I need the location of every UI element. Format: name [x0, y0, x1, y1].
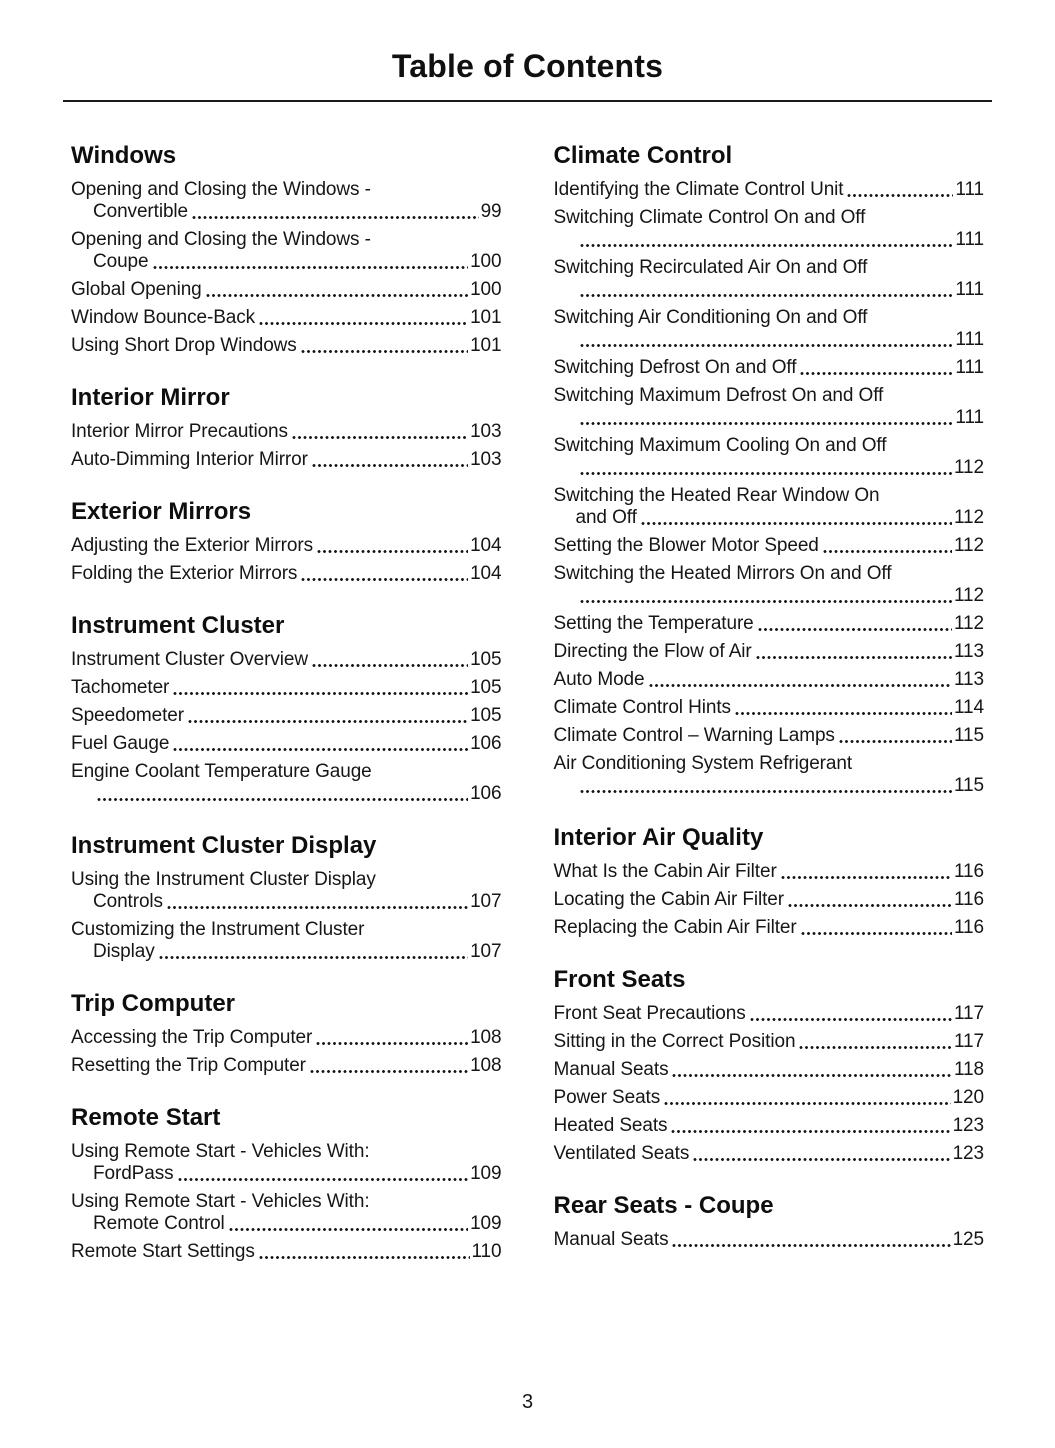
toc-entry — [71, 705, 502, 727]
entry-label: Switching Maximum Cooling On and Off — [553, 435, 887, 456]
toc-entry — [71, 1141, 502, 1185]
leader-dots — [301, 350, 468, 353]
leader-dots — [672, 1074, 952, 1077]
toc-entry-line — [71, 307, 502, 329]
section-heading: Instrument Cluster — [71, 612, 285, 639]
leader-dots — [188, 720, 468, 723]
leader-dots — [178, 1178, 469, 1181]
toc-entry-line — [71, 705, 502, 727]
toc-entry-line — [554, 1003, 985, 1025]
toc-entry — [71, 179, 502, 223]
toc-entry-line — [554, 917, 985, 939]
toc-entry-line — [554, 535, 985, 557]
toc-entry-line — [71, 1027, 502, 1049]
toc-entry-line — [71, 421, 502, 443]
toc-section — [554, 824, 985, 939]
leader-dots — [580, 422, 954, 425]
leader-dots — [580, 790, 953, 793]
toc-entry — [71, 649, 502, 671]
toc-entry — [554, 669, 985, 691]
toc-entry-line — [71, 1055, 502, 1077]
toc-entry — [71, 535, 502, 557]
toc-entry-line — [71, 869, 502, 891]
section-heading: Exterior Mirrors — [71, 498, 252, 525]
toc-entry-line — [554, 1059, 985, 1081]
entry-label: Folding the Exterior Mirrors — [71, 563, 298, 584]
entry-page-number: 112 — [954, 507, 984, 528]
entry-label: Switching Climate Control On and Off — [553, 207, 866, 228]
leader-dots — [292, 436, 468, 439]
toc-entry-line — [554, 357, 985, 379]
leader-dots — [153, 266, 469, 269]
toc-entry — [554, 207, 985, 251]
toc-section — [71, 384, 502, 471]
entry-label: Replacing the Cabin Air Filter — [553, 917, 797, 938]
entry-label: Directing the Flow of Air — [553, 641, 752, 662]
leader-dots — [664, 1102, 950, 1105]
entry-label: Switching the Heated Mirrors On and Off — [553, 563, 892, 584]
entry-label: Using Remote Start - Vehicles With: — [71, 1191, 370, 1212]
toc-entry-line — [71, 761, 502, 783]
entry-label: Manual Seats — [553, 1059, 669, 1080]
toc-section — [71, 498, 502, 585]
section-heading: Instrument Cluster Display — [71, 832, 377, 859]
toc-section — [71, 612, 502, 805]
leader-dots — [823, 550, 952, 553]
leader-dots — [788, 904, 952, 907]
leader-dots — [192, 216, 479, 219]
leader-dots — [310, 1070, 468, 1073]
toc-section — [71, 142, 502, 357]
entry-page-number: 103 — [470, 421, 502, 442]
toc-entry — [71, 1241, 502, 1263]
toc-entry — [554, 889, 985, 911]
entry-page-number: 100 — [470, 279, 502, 300]
toc-entry — [554, 485, 985, 529]
page-number: 3 — [521, 1391, 534, 1413]
entry-label: Switching Maximum Defrost On and Off — [553, 385, 884, 406]
entry-page-number: 112 — [954, 535, 984, 556]
toc-entry — [71, 229, 502, 273]
toc-entry — [554, 535, 985, 557]
leader-dots — [580, 472, 953, 475]
toc-entry-line — [554, 257, 985, 279]
leader-dots — [693, 1158, 950, 1161]
leader-dots — [672, 1244, 950, 1247]
toc-entry-line — [554, 1087, 985, 1109]
entry-label: Using Remote Start - Vehicles With: — [71, 1141, 370, 1162]
entry-page-number: 111 — [955, 229, 984, 250]
entry-label: Tachometer — [71, 677, 170, 698]
entry-label: Power Seats — [553, 1087, 661, 1108]
entry-label: Customizing the Instrument Cluster — [71, 919, 365, 940]
leader-dots — [167, 906, 468, 909]
toc-entry-line — [554, 613, 985, 635]
entry-page-number: 112 — [954, 585, 984, 606]
section-heading: Interior Air Quality — [553, 824, 764, 851]
toc-entry-line — [554, 1229, 985, 1251]
toc-entry-line — [554, 725, 985, 747]
leader-dots — [173, 692, 468, 695]
entry-page-number: 123 — [952, 1115, 984, 1136]
toc-entry — [554, 697, 985, 719]
toc-entry — [71, 919, 502, 963]
toc-entry-line — [554, 563, 985, 585]
toc-columns — [63, 142, 992, 1269]
toc-entry-line — [71, 891, 502, 913]
page-title: Table of Contents — [391, 48, 664, 84]
entry-page-number: 112 — [954, 457, 984, 478]
toc-entry — [554, 563, 985, 607]
toc-entry — [71, 677, 502, 699]
entry-page-number: 106 — [470, 783, 502, 804]
entry-label: Setting the Temperature — [553, 613, 754, 634]
toc-section — [554, 1192, 985, 1251]
toc-entry — [554, 917, 985, 939]
toc-entry-line — [554, 1115, 985, 1137]
entry-page-number: 111 — [955, 279, 984, 300]
entry-label: Using the Instrument Cluster Display — [71, 869, 376, 890]
toc-entry-line — [554, 179, 985, 201]
toc-entry-line — [554, 279, 985, 301]
entry-label: Climate Control Hints — [553, 697, 731, 718]
leader-dots — [312, 664, 468, 667]
toc-entry-line — [554, 1031, 985, 1053]
leader-dots — [97, 798, 468, 801]
toc-entry — [554, 861, 985, 883]
entry-page-number: 108 — [470, 1055, 502, 1076]
entry-label: and Off — [575, 507, 637, 528]
section-heading: Climate Control — [553, 142, 733, 169]
entry-page-number: 111 — [955, 329, 984, 350]
entry-label: Heated Seats — [553, 1115, 668, 1136]
toc-entry-line — [71, 783, 502, 805]
title-divider — [63, 100, 992, 102]
toc-entry — [71, 869, 502, 913]
entry-label: Global Opening — [71, 279, 202, 300]
entry-label: Engine Coolant Temperature Gauge — [71, 761, 372, 782]
leader-dots — [671, 1130, 950, 1133]
leader-dots — [580, 600, 953, 603]
entry-page-number: 106 — [470, 733, 502, 754]
toc-entry — [554, 1031, 985, 1053]
entry-label: Ventilated Seats — [553, 1143, 690, 1164]
entry-label: Speedometer — [71, 705, 184, 726]
entry-label: Window Bounce-Back — [71, 307, 256, 328]
leader-dots — [799, 1046, 952, 1049]
leader-dots — [756, 656, 952, 659]
leader-dots — [839, 740, 952, 743]
entry-page-number: 111 — [955, 407, 984, 428]
toc-entry-line — [71, 279, 502, 301]
entry-label: Front Seat Precautions — [553, 1003, 746, 1024]
leader-dots — [301, 578, 468, 581]
entry-page-number: 123 — [952, 1143, 984, 1164]
entry-page-number: 108 — [470, 1027, 502, 1048]
leader-dots — [580, 344, 954, 347]
entry-page-number: 115 — [954, 775, 984, 796]
toc-entry-line — [71, 1241, 502, 1263]
entry-label: Remote Control — [93, 1213, 225, 1234]
leader-dots — [229, 1228, 468, 1231]
entry-page-number: 111 — [955, 357, 984, 378]
entry-label: What Is the Cabin Air Filter — [553, 861, 777, 882]
page-header — [63, 36, 992, 102]
toc-entry-line — [71, 535, 502, 557]
leader-dots — [580, 244, 954, 247]
entry-label: Convertible — [93, 201, 189, 222]
toc-entry — [554, 1087, 985, 1109]
toc-entry-line — [71, 201, 502, 223]
toc-entry — [554, 257, 985, 301]
leader-dots — [800, 372, 953, 375]
toc-section — [71, 1104, 502, 1263]
entry-label: Identifying the Climate Control Unit — [553, 179, 844, 200]
toc-entry-line — [554, 669, 985, 691]
entry-label: Opening and Closing the Windows - — [71, 229, 371, 250]
entry-label: FordPass — [93, 1163, 174, 1184]
entry-page-number: 116 — [954, 861, 984, 882]
section-heading: Windows — [71, 142, 177, 169]
leader-dots — [649, 684, 953, 687]
toc-entry-line — [554, 435, 985, 457]
entry-label: Instrument Cluster Overview — [71, 649, 308, 670]
entry-page-number: 110 — [471, 1241, 502, 1262]
toc-entry — [71, 1191, 502, 1235]
entry-label: Interior Mirror Precautions — [71, 421, 288, 442]
toc-entry — [71, 1055, 502, 1077]
entry-page-number: 104 — [470, 535, 502, 556]
toc-column — [71, 142, 502, 1269]
toc-entry-line — [554, 307, 985, 329]
leader-dots — [801, 932, 952, 935]
toc-entry — [554, 1059, 985, 1081]
toc-entry-line — [554, 385, 985, 407]
toc-entry-line — [71, 335, 502, 357]
toc-entry-line — [71, 449, 502, 471]
leader-dots — [735, 712, 952, 715]
entry-page-number: 120 — [952, 1087, 984, 1108]
page-footer — [63, 1361, 992, 1414]
leader-dots — [259, 322, 468, 325]
toc-entry-line — [71, 1191, 502, 1213]
entry-page-number: 109 — [470, 1163, 502, 1184]
entry-page-number: 116 — [954, 889, 984, 910]
toc-entry — [554, 1003, 985, 1025]
entry-label: Using Short Drop Windows — [71, 335, 297, 356]
toc-entry-line — [554, 207, 985, 229]
toc-entry-line — [554, 697, 985, 719]
toc-entry-line — [554, 229, 985, 251]
entry-label: Adjusting the Exterior Mirrors — [71, 535, 313, 556]
toc-entry — [554, 357, 985, 379]
entry-page-number: 100 — [470, 251, 502, 272]
toc-entry-line — [554, 407, 985, 429]
entry-label: Climate Control – Warning Lamps — [553, 725, 835, 746]
toc-entry-line — [71, 1141, 502, 1163]
leader-dots — [159, 956, 468, 959]
entry-label: Display — [93, 941, 155, 962]
entry-label: Setting the Blower Motor Speed — [553, 535, 819, 556]
toc-entry — [554, 307, 985, 351]
entry-page-number: 116 — [954, 917, 984, 938]
toc-entry-line — [554, 329, 985, 351]
entry-page-number: 117 — [954, 1031, 984, 1052]
entry-page-number: 111 — [955, 179, 984, 200]
toc-entry — [554, 1115, 985, 1137]
leader-dots — [758, 628, 952, 631]
entry-page-number: 115 — [954, 725, 984, 746]
entry-page-number: 107 — [470, 891, 502, 912]
entry-label: Auto-Dimming Interior Mirror — [71, 449, 308, 470]
entry-label: Resetting the Trip Computer — [71, 1055, 306, 1076]
section-heading: Remote Start — [71, 1104, 221, 1131]
toc-entry-line — [71, 251, 502, 273]
entry-page-number: 105 — [470, 649, 502, 670]
entry-page-number: 113 — [954, 641, 984, 662]
toc-entry — [554, 385, 985, 429]
leader-dots — [847, 194, 953, 197]
leader-dots — [312, 464, 468, 467]
toc-entry — [71, 563, 502, 585]
entry-label: Coupe — [93, 251, 149, 272]
entry-page-number: 112 — [954, 613, 984, 634]
toc-entry — [554, 1229, 985, 1251]
toc-entry-line — [554, 641, 985, 663]
entry-page-number: 103 — [470, 449, 502, 470]
toc-entry — [71, 421, 502, 443]
leader-dots — [750, 1018, 952, 1021]
entry-label: Controls — [93, 891, 163, 912]
toc-entry — [554, 753, 985, 797]
toc-column — [554, 142, 985, 1269]
entry-label: Fuel Gauge — [71, 733, 170, 754]
toc-entry — [71, 761, 502, 805]
leader-dots — [316, 1042, 468, 1045]
section-heading: Interior Mirror — [71, 384, 230, 411]
entry-page-number: 101 — [470, 307, 502, 328]
toc-entry — [71, 733, 502, 755]
leader-dots — [259, 1256, 470, 1259]
section-heading: Rear Seats - Coupe — [553, 1192, 774, 1219]
toc-entry-line — [554, 485, 985, 507]
toc-entry-line — [71, 677, 502, 699]
entry-label: Switching Recirculated Air On and Off — [553, 257, 868, 278]
entry-page-number: 113 — [954, 669, 984, 690]
toc-entry-line — [554, 457, 985, 479]
toc-entry — [71, 335, 502, 357]
entry-page-number: 105 — [470, 705, 502, 726]
section-heading: Trip Computer — [71, 990, 236, 1017]
leader-dots — [781, 876, 952, 879]
leader-dots — [206, 294, 468, 297]
entry-label: Remote Start Settings — [71, 1241, 255, 1262]
toc-entry-line — [554, 585, 985, 607]
toc-section — [71, 990, 502, 1077]
leader-dots — [317, 550, 468, 553]
toc-entry-line — [71, 1163, 502, 1185]
entry-label: Opening and Closing the Windows - — [71, 179, 371, 200]
toc-entry-line — [71, 179, 502, 201]
toc-section — [554, 966, 985, 1165]
leader-dots — [580, 294, 954, 297]
entry-label: Switching Defrost On and Off — [553, 357, 797, 378]
entry-page-number: 117 — [954, 1003, 984, 1024]
entry-label: Sitting in the Correct Position — [553, 1031, 796, 1052]
toc-entry — [554, 1143, 985, 1165]
toc-entry-line — [554, 507, 985, 529]
entry-label: Air Conditioning System Refrigerant — [553, 753, 853, 774]
toc-entry — [71, 1027, 502, 1049]
toc-entry — [554, 725, 985, 747]
entry-page-number: 101 — [470, 335, 502, 356]
entry-page-number: 114 — [954, 697, 984, 718]
toc-entry-line — [554, 889, 985, 911]
leader-dots — [173, 748, 468, 751]
toc-entry-line — [554, 1143, 985, 1165]
toc-entry-line — [71, 941, 502, 963]
entry-label: Locating the Cabin Air Filter — [553, 889, 784, 910]
entry-label: Manual Seats — [553, 1229, 669, 1250]
toc-entry — [71, 307, 502, 329]
toc-entry-line — [554, 753, 985, 775]
toc-section — [71, 832, 502, 963]
entry-page-number: 118 — [954, 1059, 984, 1080]
toc-entry-line — [71, 563, 502, 585]
entry-page-number: 104 — [470, 563, 502, 584]
entry-label: Switching Air Conditioning On and Off — [553, 307, 868, 328]
toc-entry-line — [71, 229, 502, 251]
toc-entry — [71, 279, 502, 301]
toc-entry — [554, 435, 985, 479]
entry-label: Auto Mode — [553, 669, 645, 690]
entry-page-number: 99 — [480, 201, 502, 222]
entry-label: Accessing the Trip Computer — [71, 1027, 313, 1048]
toc-entry-line — [71, 649, 502, 671]
section-heading: Front Seats — [553, 966, 686, 993]
entry-label: Switching the Heated Rear Window On — [553, 485, 880, 506]
entry-page-number: 107 — [470, 941, 502, 962]
toc-entry — [554, 179, 985, 201]
entry-page-number: 109 — [470, 1213, 502, 1234]
toc-entry-line — [71, 733, 502, 755]
leader-dots — [641, 522, 952, 525]
entry-page-number: 125 — [952, 1229, 984, 1250]
toc-entry — [554, 641, 985, 663]
toc-entry-line — [71, 1213, 502, 1235]
toc-entry — [554, 613, 985, 635]
toc-entry-line — [554, 775, 985, 797]
entry-page-number: 105 — [470, 677, 502, 698]
toc-entry-line — [71, 919, 502, 941]
toc-entry — [71, 449, 502, 471]
toc-entry-line — [554, 861, 985, 883]
toc-section — [554, 142, 985, 797]
